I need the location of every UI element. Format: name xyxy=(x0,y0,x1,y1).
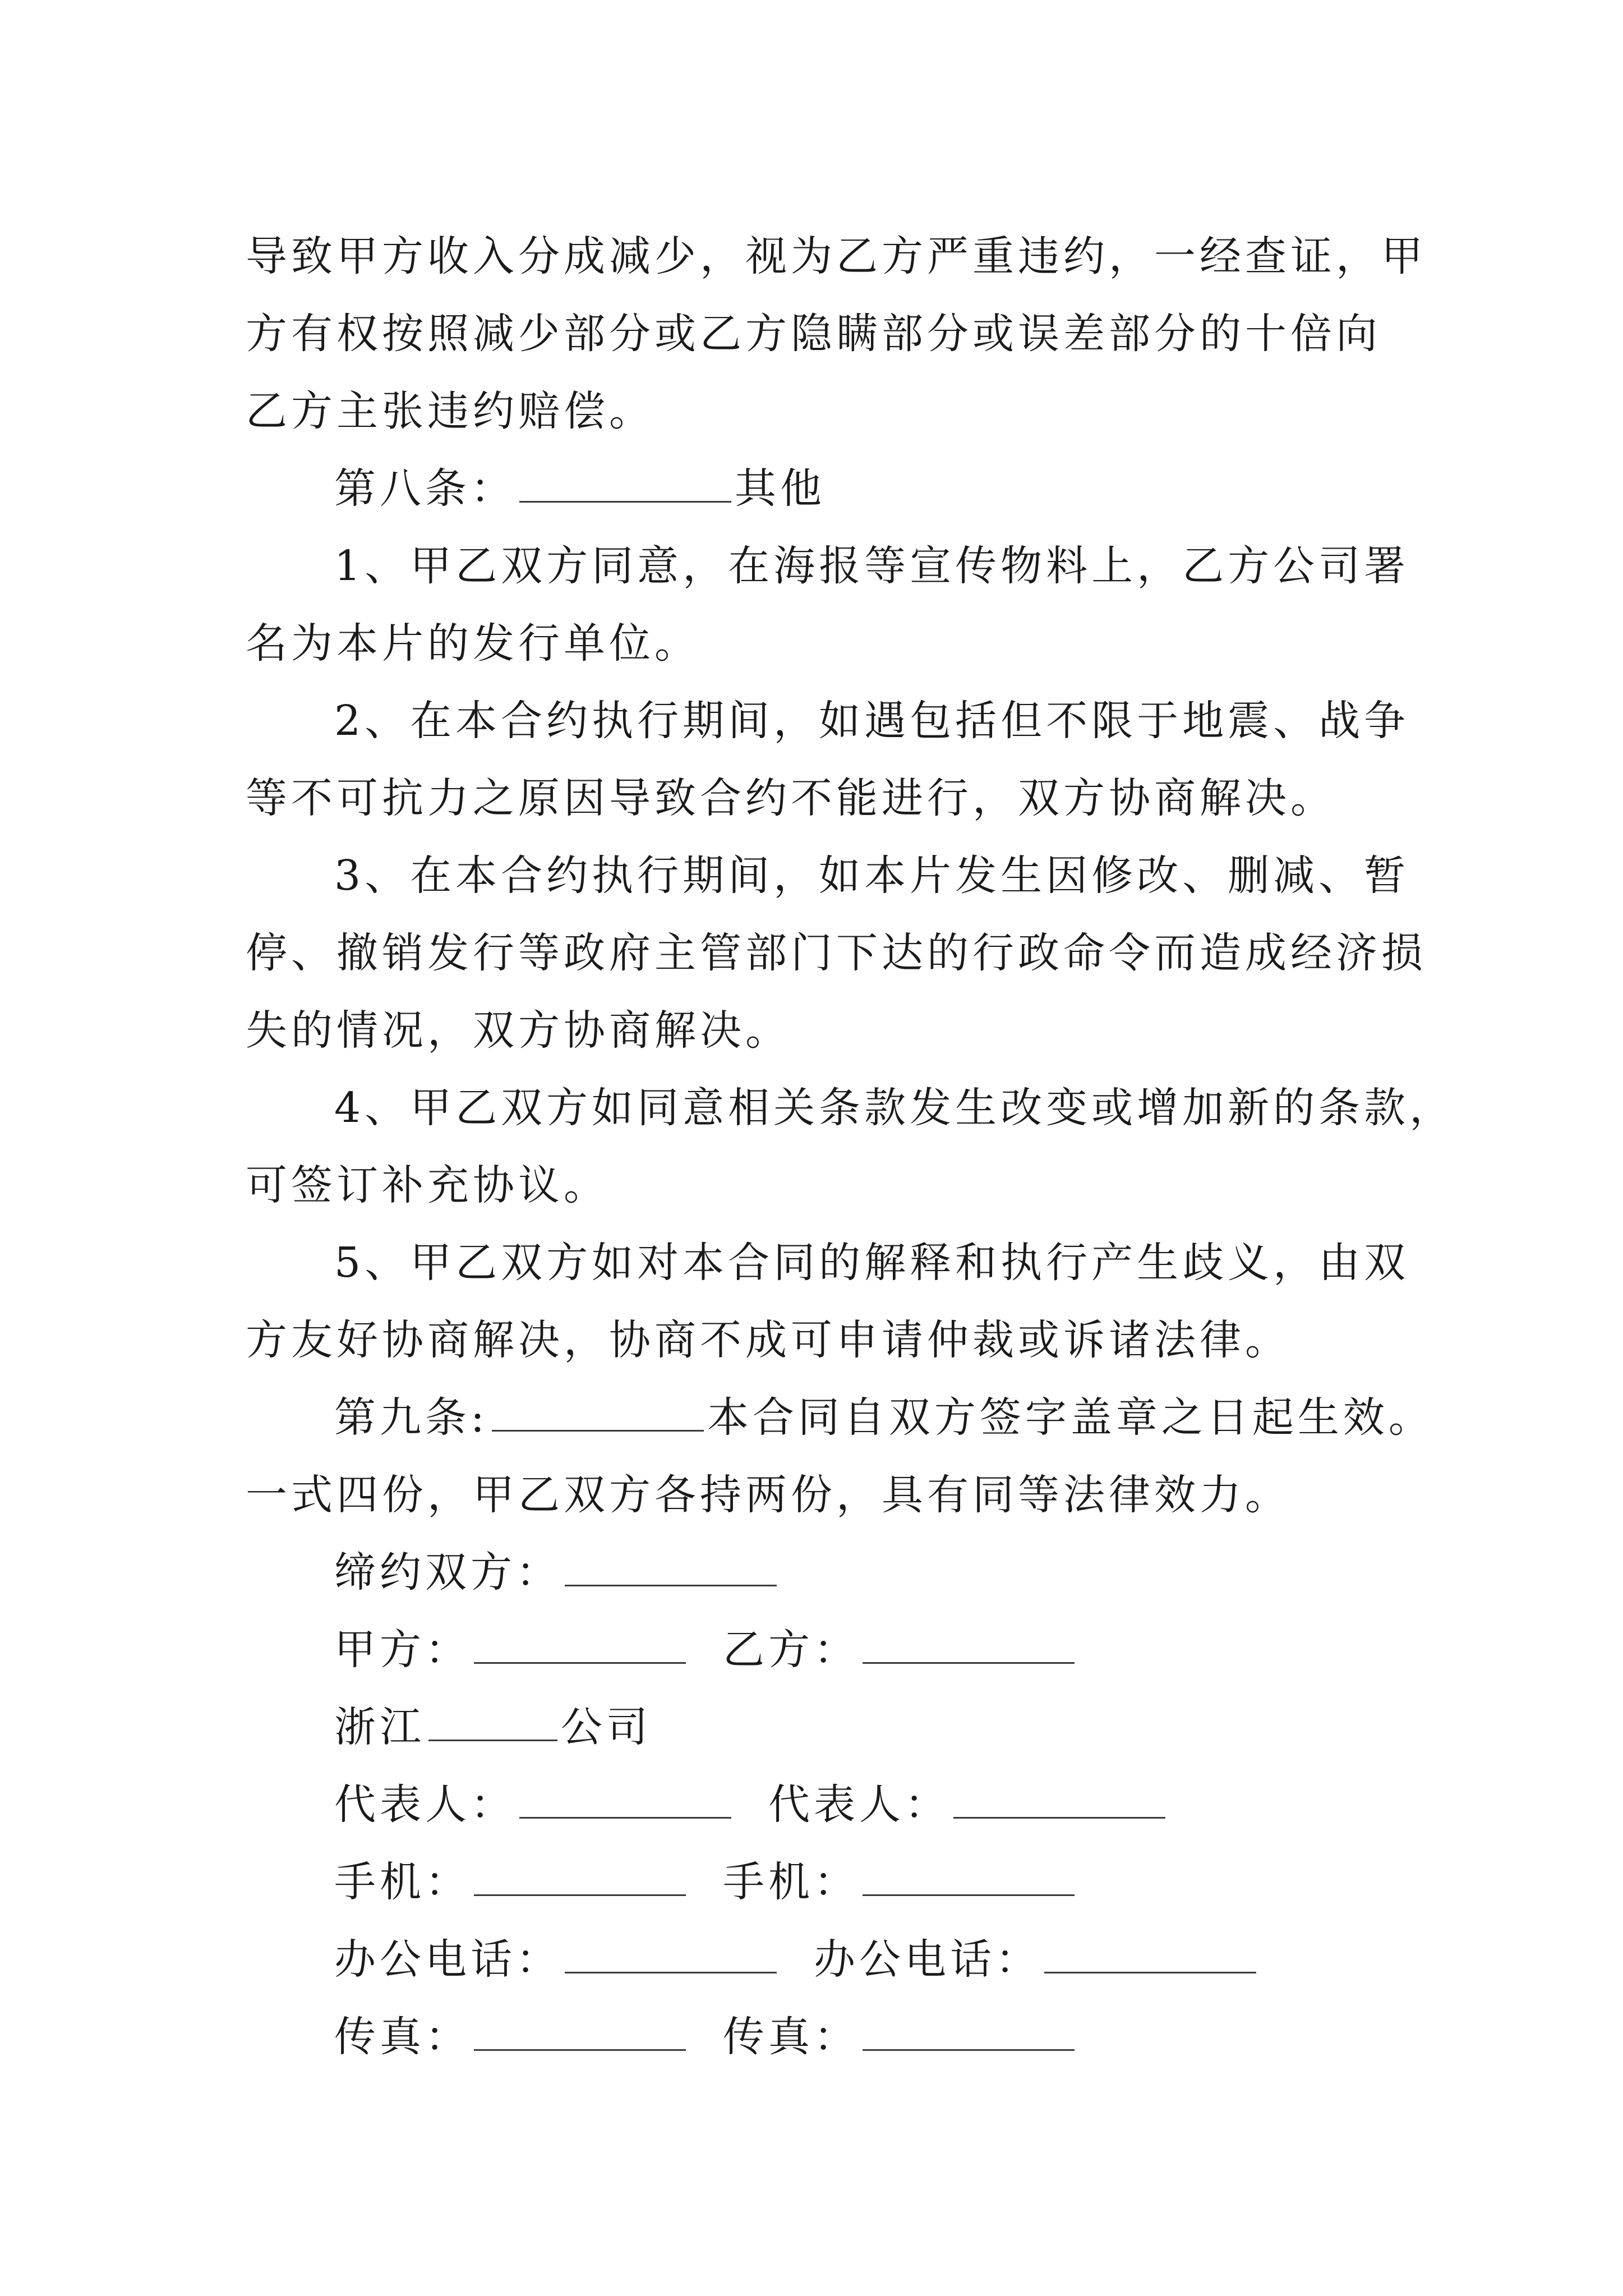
fax-b-label: 传真： xyxy=(723,2013,859,2061)
fax-a-blank[interactable] xyxy=(474,2004,686,2051)
company-line xyxy=(246,1688,1390,1766)
phone-a-blank[interactable] xyxy=(565,1927,777,1973)
fax-b-blank[interactable] xyxy=(863,2004,1075,2051)
phone-b-blank[interactable] xyxy=(1044,1927,1256,1973)
rep-a-blank[interactable] xyxy=(519,1772,731,1819)
mobile-b-blank[interactable] xyxy=(863,1849,1075,1896)
rep-b-label: 代表人： xyxy=(768,1780,950,1829)
phone-a-label: 办公电话： xyxy=(334,1935,561,1984)
item-5-line-2: 方友好协商解决，协商不成可申请仲裁或诉诸法律。 xyxy=(246,1316,1290,1364)
text-line: 乙方主张违约赔偿。 xyxy=(246,387,654,435)
office-phone-line xyxy=(246,1921,1390,1998)
representative-line xyxy=(246,1766,1390,1843)
company-blank[interactable] xyxy=(428,1695,557,1741)
article-8-heading xyxy=(246,450,1390,527)
item-2-line-1: 2、在本合约执行期间，如遇包括但不限于地震、战争 xyxy=(334,697,1410,745)
mobile-line xyxy=(246,1843,1390,1921)
rep-b-blank[interactable] xyxy=(953,1772,1165,1819)
mobile-a-label: 手机： xyxy=(334,1858,471,1906)
article-9-label: 第九条: xyxy=(334,1393,488,1442)
item-1-line-2: 名为本片的发行单位。 xyxy=(246,619,700,668)
article-8-label: 第八条： xyxy=(334,464,516,513)
parties-line xyxy=(246,1534,1390,1611)
party-line xyxy=(246,1611,1390,1688)
fax-a-label: 传真： xyxy=(334,2013,471,2061)
phone-b-label: 办公电话： xyxy=(814,1935,1041,1984)
party-b-label: 乙方： xyxy=(723,1626,859,1674)
item-5-line-1: 5、甲乙双方如对本合同的解释和执行产生歧义，由双 xyxy=(334,1239,1410,1287)
article-8-blank xyxy=(519,456,731,503)
company-prefix: 浙江 xyxy=(334,1703,425,1751)
parties-blank[interactable] xyxy=(565,1540,777,1586)
fax-line xyxy=(246,1998,1390,2076)
rep-a-label: 代表人： xyxy=(334,1780,516,1829)
item-3-line-2: 停、撤销发行等政府主管部门下达的行政命令而造成经济损 xyxy=(246,929,1427,977)
mobile-b-label: 手机： xyxy=(723,1858,859,1906)
mobile-a-blank[interactable] xyxy=(474,1849,686,1896)
text-line: 导致甲方收入分成减少，视为乙方严重违约，一经查证，甲 xyxy=(246,232,1427,280)
item-4-line-2: 可签订补充协议。 xyxy=(246,1161,609,1209)
article-8-suffix: 其他 xyxy=(735,464,826,513)
contract-page xyxy=(246,218,1455,2076)
party-b-blank[interactable] xyxy=(863,1617,1075,1664)
party-a-label: 甲方： xyxy=(334,1626,471,1674)
item-3-line-1: 3、在本合约执行期间，如本片发生因修改、删减、暂 xyxy=(334,852,1410,900)
parties-label: 缔约双方： xyxy=(334,1548,561,1596)
article-9-blank xyxy=(492,1385,704,1432)
article-9-continuation: 一式四份，甲乙双方各持两份，具有同等法律效力。 xyxy=(246,1471,1290,1519)
company-suffix: 公司 xyxy=(561,1703,652,1751)
item-4-line-1: 4、甲乙双方如同意相关条款发生改变或增加新的条款， xyxy=(334,1084,1455,1132)
article-9-text: 本合同自双方签字盖章之日起生效。 xyxy=(707,1393,1434,1442)
party-a-blank[interactable] xyxy=(474,1617,686,1664)
item-2-line-2: 等不可抗力之原因导致合约不能进行，双方协商解决。 xyxy=(246,774,1336,822)
item-1-line-1: 1、甲乙双方同意，在海报等宣传物料上，乙方公司署 xyxy=(334,542,1410,590)
article-9-heading xyxy=(246,1379,1434,1456)
text-line: 方有权按照减少部分或乙方隐瞒部分或误差部分的十倍向 xyxy=(246,310,1381,358)
item-3-line-3: 失的情况，双方协商解决。 xyxy=(246,1006,791,1055)
